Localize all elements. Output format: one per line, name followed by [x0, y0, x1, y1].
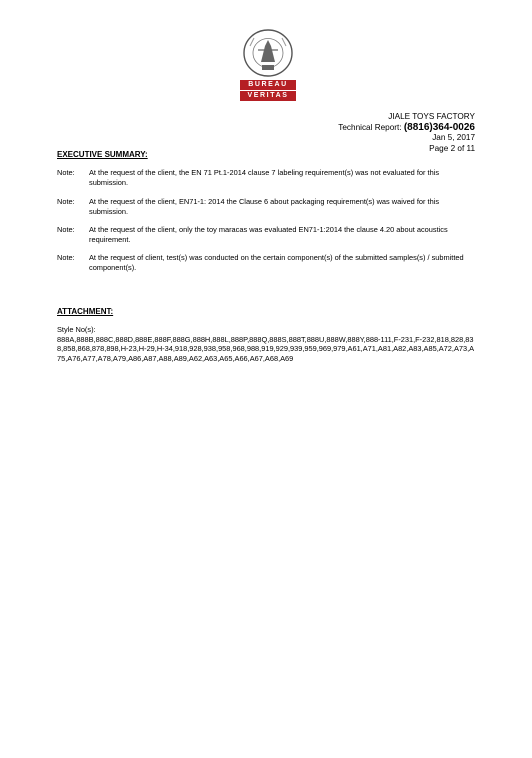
- note-label: Note:: [57, 197, 75, 206]
- attachment-section: [57, 325, 477, 363]
- bureau-veritas-logo: [240, 28, 296, 101]
- company-name: JIALE TOYS FACTORY: [388, 112, 475, 121]
- summary-note: [57, 253, 477, 272]
- note-label: Note:: [57, 168, 75, 177]
- note-text: At the request of the client, EN71-1: 2014 the Clause 6 about packaging requirement(s) was waived for this submission.: [89, 197, 440, 216]
- brand-wordmark: [240, 80, 296, 101]
- style-numbers: 888A,888B,888C,888D,888E,888F,888G,888H,888L,888P,888Q,888S,888T,888U,888W,888Y,888-111,F-231,F-232,818,828,838,858,868,878,898,H-23,H-29,H-34,918,928,938,958,968,988,919,929,939,959,969,979,A61,A71,A81,A82,A83,A85,A72,A73,A75,A76,A77,A78,A79,A86,A87,A88,A89,A62,A63,A65,A66,A67,A68,A69: [57, 334, 475, 363]
- brand-line-1: BUREAU: [240, 80, 296, 90]
- report-line: [338, 123, 475, 134]
- seal-emblem-icon: [240, 28, 296, 78]
- note-text: At the request of the client, only the toy maracas was evaluated EN71-1:2014 the clause 4.20 about acoustics requirement.: [89, 225, 448, 244]
- summary-note: [57, 197, 477, 216]
- report-date: Jan 5, 2017: [432, 133, 475, 142]
- note-label: Note:: [57, 225, 75, 234]
- report-header: [338, 112, 475, 154]
- note-text: At the request of client, test(s) was conducted on the certain component(s) of the submitted samples(s) / submitted component(s).: [89, 253, 464, 272]
- note-text: At the request of the client, the EN 71 Pt.1-2014 clause 7 labeling requirement(s) was not evaluated for this submission.: [89, 168, 440, 187]
- report-label: Technical Report:: [338, 122, 402, 132]
- summary-note: [57, 168, 477, 187]
- note-label: Note:: [57, 253, 75, 262]
- report-number: (8816)364-0026: [403, 121, 475, 133]
- attachment-title: ATTACHMENT:: [57, 307, 114, 316]
- page-number: Page 2 of 11: [429, 143, 475, 153]
- style-label: Style No(s):: [57, 325, 96, 334]
- brand-line-2: VERITAS: [240, 91, 296, 101]
- executive-summary-title: EXECUTIVE SUMMARY:: [57, 150, 148, 159]
- summary-note: [57, 225, 477, 244]
